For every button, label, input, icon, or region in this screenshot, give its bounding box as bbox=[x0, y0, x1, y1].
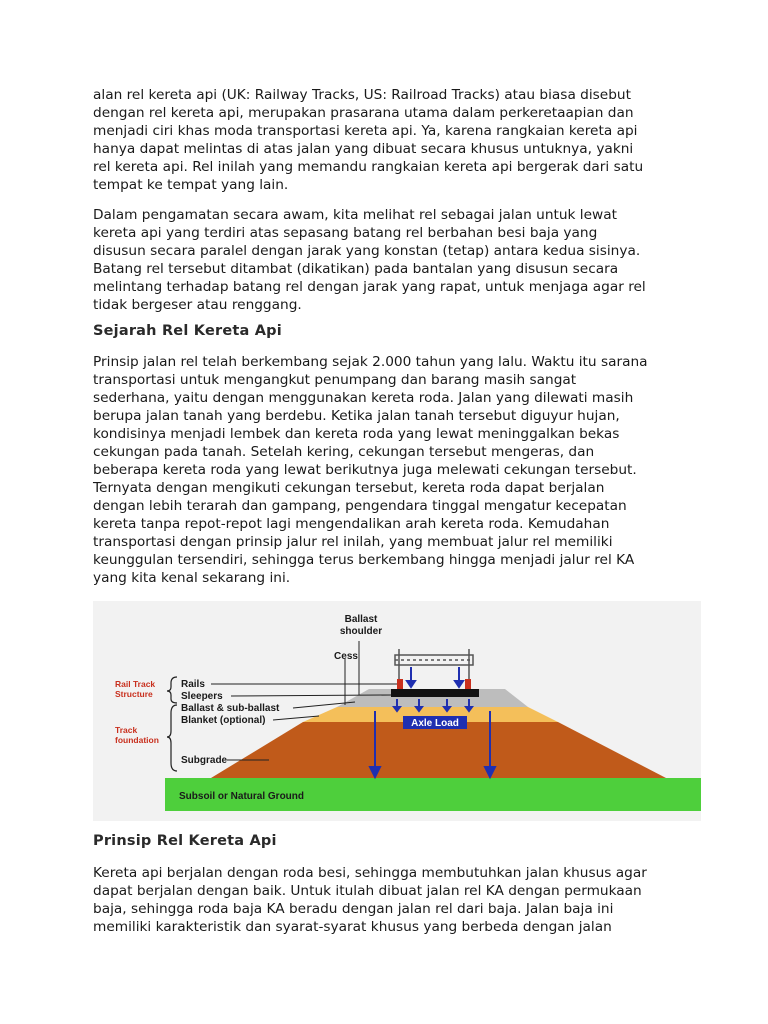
ballast-subballast-label: Ballast & sub-ballast bbox=[181, 703, 280, 714]
group-structure-label-2: Structure bbox=[115, 689, 153, 699]
paragraph-history: Prinsip jalan rel telah berkembang sejak 2.000 tahun yang lalu. Waktu itu sarana transportasi untuk mengangkut penumpang dan barang masih sangat sederhana, yaitu dengan menggunakan kereta roda. Jalan yang dilewati masih berupa jalan tanah yang berdebu. Ketika jalan tanah tersebut diguyur hujan, kondisinya menjadi lembek dan kereta roda yang lewat meninggalkan bekas cekungan pada tanah. Setelah kering, cekungan tersebut mengeras, dan beberapa kereta roda yang lewat berikutnya juga melewati cekungan tersebut. Ternyata dengan mengikuti cekungan tersebut, kereta roda dapat berjalan dengan lebih terarah dan gampang, pengendara tinggal mengatur kecepatan kereta tanpa repot-repot lagi mengendalikan arah kereta roda. Kemudahan transportasi dengan prinsip jalur rel inilah, yang membuat jalur rel memiliki keunggulan tersendiri, sehingga terus berkembang hingga menjadi jalur rel KA yang kita kenal sekarang ini. bbox=[93, 354, 648, 586]
heading-principle: Prinsip Rel Kereta Api bbox=[93, 833, 277, 849]
group-structure-label-1: Rail Track bbox=[115, 679, 156, 689]
ballast-shoulder-label-2: shoulder bbox=[339, 626, 383, 637]
rail-track-diagram-svg bbox=[93, 601, 701, 821]
paragraph-principle: Kereta api berjalan dengan roda besi, sehingga membutuhkan jalan khusus agar dapat berjalan dengan baik. Untuk itulah dibuat jalan rel KA dengan permukaan baja, sehingga roda baja KA beradu dengan jalan rel dari baja. Jalan baja ini memiliki karakteristik dan syarat-syarat khusus yang berbeda dengan jalan bbox=[93, 865, 647, 935]
axle-load-label: Axle Load bbox=[411, 718, 459, 729]
sleeper-shape bbox=[391, 689, 479, 697]
heading-history: Sejarah Rel Kereta Api bbox=[93, 323, 282, 339]
sleepers-label: Sleepers bbox=[181, 691, 223, 702]
rail-track-diagram bbox=[93, 601, 701, 821]
rails-label: Rails bbox=[181, 679, 205, 690]
blanket-label: Blanket (optional) bbox=[181, 715, 266, 726]
cess-label: Cess bbox=[334, 651, 358, 662]
subgrade-label: Subgrade bbox=[181, 755, 228, 766]
group-foundation-label-2: foundation bbox=[115, 735, 159, 745]
rail-left-shape bbox=[397, 679, 403, 689]
subsoil-label: Subsoil or Natural Ground bbox=[179, 791, 305, 802]
ballast-shoulder-label-1: Ballast bbox=[344, 614, 378, 625]
paragraph-intro: alan rel kereta api (UK: Railway Tracks, US: Railroad Tracks) atau biasa disebut dengan rel kereta api, merupakan prasarana utama dalam perkeretaapian dan menjadi ciri khas moda transportasi kereta api. Ya, karena rangkaian kereta api hanya dapat melintas di atas jalan yang dibuat secara khusus untuknya, yakni rel kereta api. Rel inilah yang memandu rangkaian kereta api bergerak dari satu tempat ke tempat yang lain. bbox=[93, 87, 644, 193]
rail-right-shape bbox=[465, 679, 471, 689]
paragraph-observation: Dalam pengamatan secara awam, kita melihat rel sebagai jalan untuk lewat kereta api yang terdiri atas sepasang batang rel berbahan besi baja yang disusun secara paralel dengan jarak yang konstan (tetap) antara kedua sisinya. Batang rel tersebut ditambat (dikatikan) pada bantalan yang disusun secara melintang terhadap batang rel dengan jarak yang rapat, untuk menjaga agar rel tidak bergeser atau renggang. bbox=[93, 207, 646, 313]
group-foundation-label-1: Track bbox=[115, 725, 138, 735]
